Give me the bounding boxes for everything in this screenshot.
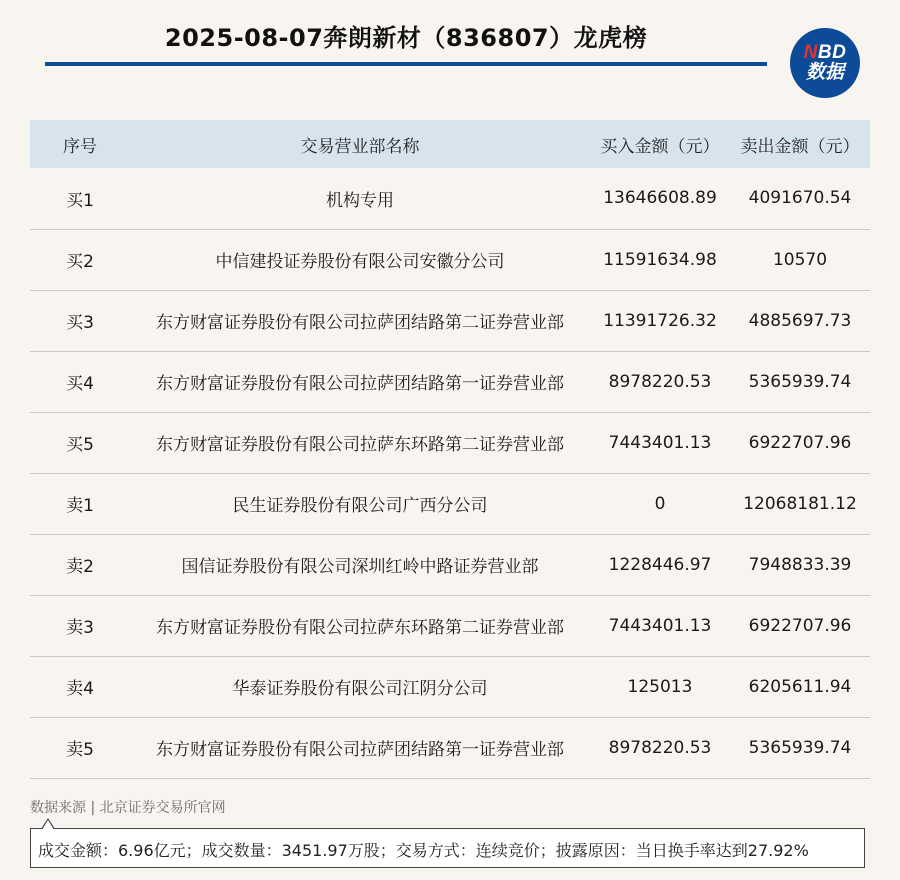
buy-amount: 13646608.89 xyxy=(603,188,717,209)
sell-amount: 6922707.96 xyxy=(748,432,852,453)
nbd-data-logo xyxy=(790,28,860,98)
header-index: 序号 xyxy=(63,136,97,157)
table-row xyxy=(30,473,870,534)
row-index: 买1 xyxy=(66,190,94,211)
table-row xyxy=(30,290,870,351)
table-header-row xyxy=(30,120,870,168)
branch-name: 国信证券股份有限公司深圳红岭中路证券营业部 xyxy=(181,557,539,577)
branch-name: 民生证券股份有限公司广西分公司 xyxy=(232,496,488,516)
row-index: 卖5 xyxy=(66,740,94,760)
buy-amount: 7443401.13 xyxy=(608,432,712,453)
trade-summary-box xyxy=(30,828,865,868)
sell-amount: 6922707.96 xyxy=(748,615,852,636)
sell-amount: 7948833.39 xyxy=(748,554,852,575)
row-index: 卖2 xyxy=(66,557,94,577)
row-index: 买2 xyxy=(66,252,94,272)
row-index: 卖1 xyxy=(66,496,94,516)
header-sell-amount: 卖出金额（元） xyxy=(740,136,860,157)
sell-amount: 10570 xyxy=(772,249,828,270)
page-title: 2025-08-07奔朗新材（836807）龙虎榜 xyxy=(164,24,648,52)
branch-name: 机构专用 xyxy=(326,190,394,211)
title-underline xyxy=(45,62,767,66)
table-row xyxy=(30,595,870,656)
buy-amount: 7443401.13 xyxy=(608,615,712,636)
dragon-tiger-table xyxy=(30,120,870,779)
table-row xyxy=(30,717,870,778)
branch-name: 东方财富证券股份有限公司拉萨东环路第二证券营业部 xyxy=(156,435,564,455)
table-body xyxy=(30,168,870,778)
row-index: 买4 xyxy=(66,374,94,394)
sell-amount: 12068181.12 xyxy=(743,493,857,514)
row-index: 卖4 xyxy=(66,679,94,699)
logo-bd-letters: BD xyxy=(817,42,847,63)
trade-summary-text: 成交金额：6.96亿元；成交数量：3451.97万股；交易方式：连续竞价；披露原因：当日换手率达到27.92% xyxy=(38,841,809,860)
branch-name: 东方财富证券股份有限公司拉萨东环路第二证券营业部 xyxy=(156,618,564,638)
table-row xyxy=(30,534,870,595)
row-index: 卖3 xyxy=(66,618,94,638)
branch-name: 中信建投证券股份有限公司安徽分公司 xyxy=(215,252,505,272)
buy-amount: 0 xyxy=(654,493,666,514)
table-row xyxy=(30,412,870,473)
buy-amount: 11591634.98 xyxy=(603,249,717,270)
buy-amount: 8978220.53 xyxy=(608,371,712,392)
header-buy-amount: 买入金额（元） xyxy=(600,136,720,157)
sell-amount: 6205611.94 xyxy=(748,676,852,697)
branch-name: 东方财富证券股份有限公司拉萨团结路第二证券营业部 xyxy=(156,313,564,333)
buy-amount: 1228446.97 xyxy=(608,554,712,575)
branch-name: 东方财富证券股份有限公司拉萨团结路第一证券营业部 xyxy=(156,374,564,394)
sell-amount: 5365939.74 xyxy=(748,737,852,758)
logo-subtitle: 数据 xyxy=(805,61,844,83)
branch-name: 华泰证券股份有限公司江阴分公司 xyxy=(232,679,488,699)
table-row xyxy=(30,229,870,290)
table-row xyxy=(30,656,870,717)
logo-n-letter: N xyxy=(803,42,818,63)
table-row xyxy=(30,351,870,412)
sell-amount: 4885697.73 xyxy=(748,310,852,331)
buy-amount: 125013 xyxy=(627,676,693,697)
buy-amount: 8978220.53 xyxy=(608,737,712,758)
sell-amount: 4091670.54 xyxy=(748,188,852,209)
row-index: 买5 xyxy=(66,435,94,455)
table-row xyxy=(30,168,870,229)
data-source: 数据来源 | 北京证券交易所官网 xyxy=(30,800,226,816)
row-index: 买3 xyxy=(66,313,94,333)
sell-amount: 5365939.74 xyxy=(748,371,852,392)
header-branch-name: 交易营业部名称 xyxy=(300,136,420,157)
buy-amount: 11391726.32 xyxy=(603,310,717,331)
branch-name: 东方财富证券股份有限公司拉萨团结路第一证券营业部 xyxy=(156,740,564,760)
